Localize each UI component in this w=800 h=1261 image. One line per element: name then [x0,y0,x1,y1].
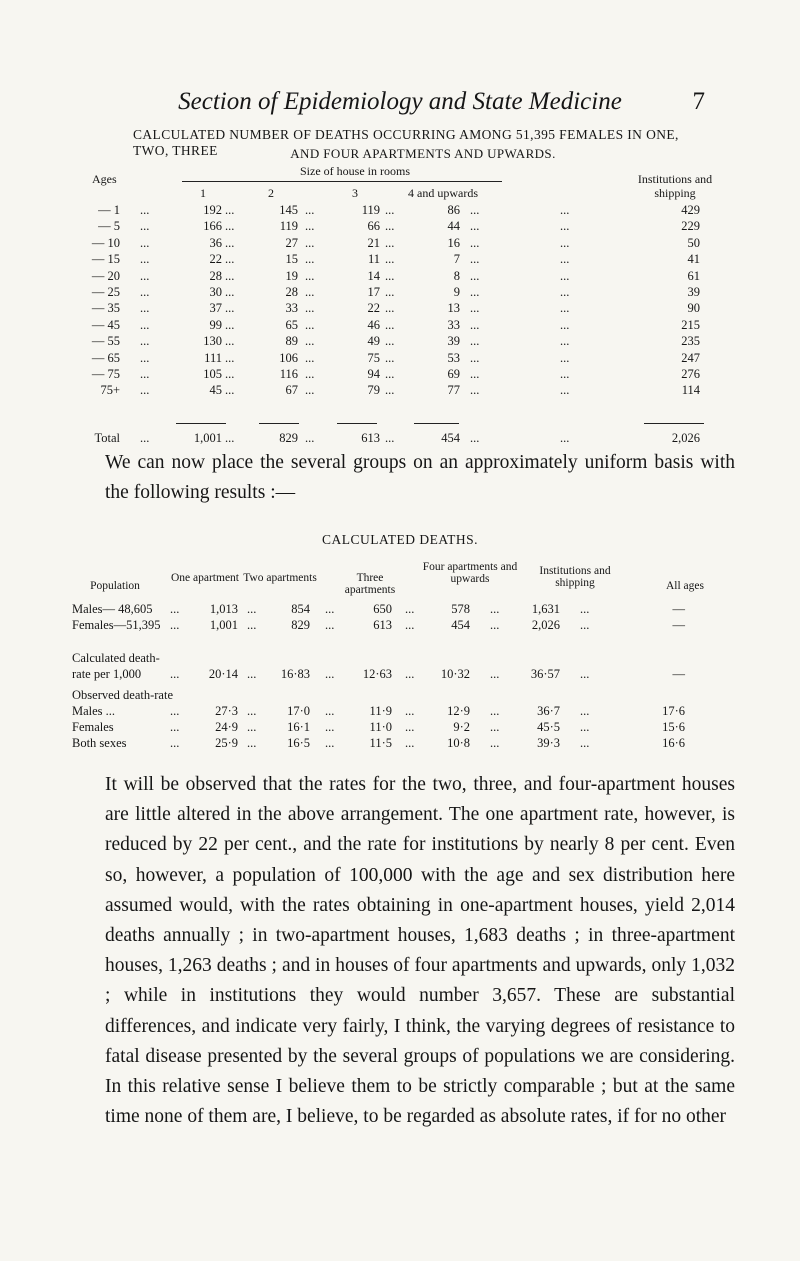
running-header: Section of Epidemiology and State Medicine [178,88,622,115]
leader-dots: ... [385,431,395,445]
leader-dots: ... [560,219,570,234]
table2-observed-value: 24·9 [215,720,238,734]
leader-dots: ... [305,317,315,332]
table2-row-value: — [672,602,685,616]
table1-row-value: 145 [279,203,298,217]
table2-col-header: All ages [665,580,704,592]
table1-row-value: 33 [447,317,460,332]
leader-dots: ... [560,367,570,381]
table1-row-value: 65 [285,317,298,332]
leader-dots: ... [580,736,590,750]
leader-dots: ... [225,367,235,381]
table1-row-value: 86 [447,203,460,217]
leader-dots: ... [470,334,480,349]
table2-row-value: 829 [291,618,310,632]
table1-row-value: 39 [447,334,460,349]
table2-row-value: — [672,618,685,632]
leader-dots: ... [560,301,570,316]
table1-row-value: 8 [453,268,460,283]
table2-calc-label: rate per 1,000 [72,667,142,681]
table1-row-value: 33 [285,301,298,316]
table2-row-value: 854 [291,602,310,616]
table1-row-value: 28 [209,268,222,283]
table1-row-value: 75 [367,350,380,365]
leader-dots: ... [560,431,570,445]
leader-dots: ... [385,219,395,234]
table1-row-value: 19 [285,268,298,283]
leader-dots: ... [470,383,480,398]
leader-dots: ... [247,602,257,616]
table1-row-age: — 1 [98,203,120,217]
leader-dots: ... [405,720,415,734]
table2-observed-value: 16·6 [662,736,685,750]
table1-row-age: — 10 [91,235,120,250]
table1-row-value: 106 [279,350,298,365]
table2-col-header: Institutions and shipping [539,565,611,589]
leader-dots: ... [140,235,150,250]
table1-row-value: 46 [367,317,380,332]
leader-dots: ... [170,667,180,681]
table1-row-value: 17 [367,285,380,299]
leader-dots: ... [140,334,150,349]
leader-dots: ... [305,235,315,250]
table2-row-value: 1,013 [209,602,238,616]
table1-row-value: 119 [361,203,380,217]
leader-dots: ... [560,285,570,299]
table1-row-value: 22 [209,252,222,267]
leader-dots: ... [470,350,480,365]
col-header-2: 2 [268,186,274,200]
leader-dots: ... [140,285,150,299]
total-rule [337,423,377,424]
leader-dots: ... [470,219,480,234]
table1-row-age: 75+ [100,383,120,398]
table1-row-value: 36 [209,235,222,250]
leader-dots: ... [470,301,480,316]
leader-dots: ... [305,431,315,445]
table1-row-age: — 25 [91,285,120,299]
leader-dots: ... [305,285,315,299]
leader-dots: ... [560,350,570,365]
table2-row-value: 454 [451,618,470,632]
table1-row-value: 16 [447,235,460,250]
table2-calc-value: 16·83 [280,667,310,681]
leader-dots: ... [225,301,235,316]
table2-row-value: 650 [373,602,392,616]
table1-row-age: — 55 [91,334,120,349]
table1-row-value: 14 [367,268,380,283]
table2-calc-value: 20·14 [208,667,238,681]
table2-observed-value: 39·3 [537,736,560,750]
table2-title: CALCULATED DEATHS. [322,532,478,547]
table1-row-value: 130 [203,334,222,349]
table1-row-value: 276 [681,367,700,381]
leader-dots: ... [385,334,395,349]
leader-dots: ... [247,704,257,718]
leader-dots: ... [470,317,480,332]
table2-observed-value: 27·3 [215,704,238,718]
table1-total-value: 613 [361,431,380,445]
leader-dots: ... [247,667,257,681]
leader-dots: ... [247,720,257,734]
table1-row-age: — 20 [91,268,120,283]
table2-col-header: One apartment [170,572,239,584]
table1-row-value: 247 [681,350,700,365]
leader-dots: ... [385,235,395,250]
table2-observed-label: Males ... [72,704,116,718]
table1-row-value: 28 [285,285,298,299]
leader-dots: ... [170,704,180,718]
table2-observed-value: 25·9 [215,736,238,750]
table1-row-value: 39 [687,285,700,299]
leader-dots: ... [385,252,395,267]
leader-dots: ... [225,383,235,398]
leader-dots: ... [405,736,415,750]
leader-dots: ... [225,219,235,234]
table1-caption-line1: CALCULATED NUMBER OF DEATHS OCCURRING AMONG 51,395 FEMALES IN ONE, TWO, THREE [133,127,679,158]
table1-total-age: Total [94,431,120,445]
table1-row-value: 215 [681,317,700,332]
table2-observed-value: 11·9 [369,704,392,718]
paragraph-2: It will be observed that the rates for the two, three, and four-apartment houses are little altered in the above arrangement. The one apartment rate, however, is reduced by 22 per cent., and the rate for institutions by nearly 8 per cent. Even so, however, a population of 100,000 with the age and sex distribution here assumed would, with the rates obtaining in one-apartment houses, yield 2,014 deaths annually ; in two-apartment houses, 1,683 deaths ; in three-apartment houses, 1,263 deaths ; and in houses of four apartments and upwards, only 1,032 ; while in institutions they would number 3,657. These are substantial differences, and indicate very fairly, I think, the varying degrees of resistance to fatal disease presented by the several groups of populations we are considering. In this relative sense I believe them to be strictly comparable ; but at the same time none of them are, I believe, to be regarded as absolute rates, if for no other [105,774,735,1128]
total-rule [644,423,704,424]
table1-row-age: — 5 [98,219,120,234]
ages-header: Ages [92,172,117,186]
table1-total-value: 829 [279,431,298,445]
leader-dots: ... [405,618,415,632]
table1-row-value: 99 [209,317,222,332]
leader-dots: ... [225,235,235,250]
total-rule [176,423,226,424]
table2-observed-value: 15·6 [662,720,685,734]
leader-dots: ... [405,704,415,718]
leader-dots: ... [325,720,335,734]
leader-dots: ... [225,252,235,267]
leader-dots: ... [490,736,500,750]
col-header-3: 3 [352,186,358,200]
leader-dots: ... [385,268,395,283]
leader-dots: ... [470,252,480,267]
table1-row-value: 37 [209,301,222,316]
leader-dots: ... [560,203,570,217]
table2-row-label: Males— 48,605 [72,602,153,616]
paragraph-1: We can now place the several groups on an approximately uniform basis with the following results :— [105,452,735,504]
leader-dots: ... [470,268,480,283]
leader-dots: ... [560,268,570,283]
table1-row-value: 79 [367,383,380,398]
leader-dots: ... [325,667,335,681]
table1-row-value: 94 [367,367,380,381]
leader-dots: ... [580,602,590,616]
table1-row-value: 66 [367,219,380,234]
table1-row-value: 9 [453,285,460,299]
leader-dots: ... [405,667,415,681]
leader-dots: ... [170,618,180,632]
table2-calc-value: 36·57 [530,667,560,681]
table2-observed-value: 9·2 [453,720,470,734]
table1-row-value: 15 [285,252,298,267]
table1-row-value: 111 [204,350,222,365]
table2-col-header: Two apartments [243,572,317,584]
table1-caption-line2: AND FOUR APARTMENTS AND UPWARDS. [290,146,556,161]
table1-row-value: 119 [279,219,298,234]
leader-dots: ... [560,334,570,349]
leader-dots: ... [580,618,590,632]
leader-dots: ... [470,431,480,445]
table1-row-value: 61 [687,268,700,283]
leader-dots: ... [560,252,570,267]
observed-label: Observed death-rate [72,688,173,702]
leader-dots: ... [470,203,480,217]
table1-row-value: 235 [681,334,700,349]
leader-dots: ... [325,736,335,750]
table2-observed-value: 17·0 [287,704,310,718]
leader-dots: ... [580,720,590,734]
table2-col-header: Three apartments [344,572,396,596]
table1-row-value: 114 [681,383,700,398]
leader-dots: ... [140,383,150,398]
leader-dots: ... [140,203,150,217]
table1-row-value: 44 [447,219,460,234]
leader-dots: ... [490,704,500,718]
leader-dots: ... [385,350,395,365]
table2-observed-value: 11·0 [369,720,392,734]
table2-observed-value: 16·1 [287,720,310,734]
table2-col-header: Population [90,580,140,592]
leader-dots: ... [470,235,480,250]
table2-col-header: Four apartments and upwards [422,561,518,585]
table1-row-value: 50 [687,235,700,250]
leader-dots: ... [305,367,315,381]
col-header-4: 4 and upwards [408,186,478,200]
leader-dots: ... [305,252,315,267]
leader-dots: ... [140,350,150,365]
table1-total-value: 454 [441,431,460,445]
table2-observed-value: 11·5 [369,736,392,750]
table2-observed-value: 16·5 [287,736,310,750]
leader-dots: ... [385,301,395,316]
leader-dots: ... [470,367,480,381]
leader-dots: ... [225,431,235,445]
table1-row-value: 105 [203,367,222,381]
leader-dots: ... [140,219,150,234]
table1-row-value: 429 [681,203,700,217]
leader-dots: ... [170,736,180,750]
table1-row-value: 21 [367,235,380,250]
leader-dots: ... [225,334,235,349]
leader-dots: ... [325,704,335,718]
table2-calc-value: 10·32 [440,667,470,681]
table2-observed-value: 45·5 [537,720,560,734]
table1-row-value: 13 [447,301,460,316]
institutions-header: Institutions and shipping [637,172,713,200]
table1-row-value: 192 [203,203,222,217]
leader-dots: ... [490,720,500,734]
table1-row-value: 27 [285,235,298,250]
leader-dots: ... [140,317,150,332]
table1-row-value: 41 [687,252,700,267]
table1-total-value: 1,001 [193,431,222,445]
table2-observed-label: Females [72,720,114,734]
table2-row-value: 578 [451,602,470,616]
leader-dots: ... [560,235,570,250]
col-header-1: 1 [200,186,206,200]
leader-dots: ... [170,602,180,616]
table2-row-value: 2,026 [531,618,560,632]
total-rule [259,423,299,424]
leader-dots: ... [140,252,150,267]
leader-dots: ... [385,285,395,299]
leader-dots: ... [247,736,257,750]
table1-total-value: 2,026 [671,431,700,445]
leader-dots: ... [140,431,150,445]
leader-dots: ... [305,350,315,365]
table1-row-value: 90 [687,301,700,316]
table2-calc-value: — [672,667,685,681]
total-rule [414,423,459,424]
table1-row-value: 69 [447,367,460,381]
table2-observed-value: 36·7 [537,704,560,718]
leader-dots: ... [225,317,235,332]
calc-label-1: Calculated death- [72,651,160,665]
table1-row-age: — 15 [91,252,120,267]
leader-dots: ... [385,383,395,398]
table1-row-value: 53 [447,350,460,365]
page-number: 7 [692,88,705,115]
table2-observed-value: 17·6 [662,704,685,718]
table2-calc-value: 12·63 [362,667,392,681]
table2-row-value: 613 [373,618,392,632]
table1-row-value: 45 [209,383,222,398]
leader-dots: ... [140,268,150,283]
table2-observed-label: Both sexes [72,736,127,750]
table1-row-value: 49 [367,334,380,349]
leader-dots: ... [140,301,150,316]
leader-dots: ... [225,350,235,365]
table1-row-age: — 35 [91,301,120,316]
leader-dots: ... [490,667,500,681]
table1-row-value: 89 [285,334,298,349]
leader-dots: ... [325,618,335,632]
table2-row-value: 1,001 [209,618,238,632]
leader-dots: ... [305,268,315,283]
table2-observed-value: 12·9 [447,704,470,718]
leader-dots: ... [580,667,590,681]
leader-dots: ... [225,285,235,299]
table1-row-value: 7 [453,252,460,267]
table1-row-value: 77 [447,383,460,398]
leader-dots: ... [305,301,315,316]
table2-row-value: 1,631 [531,602,560,616]
leader-dots: ... [560,317,570,332]
leader-dots: ... [325,602,335,616]
leader-dots: ... [305,203,315,217]
leader-dots: ... [140,367,150,381]
table2-row-label: Females—51,395 [72,618,161,632]
leader-dots: ... [225,268,235,283]
table2-observed-value: 10·8 [447,736,470,750]
table1-row-age: — 45 [91,317,120,332]
table1-row-value: 116 [279,367,298,381]
leader-dots: ... [560,383,570,398]
leader-dots: ... [580,704,590,718]
leader-dots: ... [405,602,415,616]
leader-dots: ... [385,367,395,381]
leader-dots: ... [225,203,235,217]
size-header: Size of house in rooms [300,164,410,178]
leader-dots: ... [470,285,480,299]
leader-dots: ... [170,720,180,734]
leader-dots: ... [490,602,500,616]
table1-row-value: 22 [367,301,380,316]
table1-row-value: 166 [203,219,222,234]
size-header-brace [182,181,502,182]
table1-row-value: 30 [209,285,222,299]
leader-dots: ... [385,203,395,217]
leader-dots: ... [305,334,315,349]
table1-row-age: — 75 [91,367,120,381]
table1-row-value: 11 [367,252,380,267]
leader-dots: ... [247,618,257,632]
leader-dots: ... [305,383,315,398]
leader-dots: ... [490,618,500,632]
table1-row-value: 67 [285,383,298,398]
leader-dots: ... [385,317,395,332]
table1-row-age: — 65 [91,350,120,365]
leader-dots: ... [305,219,315,234]
table1-row-value: 229 [681,219,700,234]
